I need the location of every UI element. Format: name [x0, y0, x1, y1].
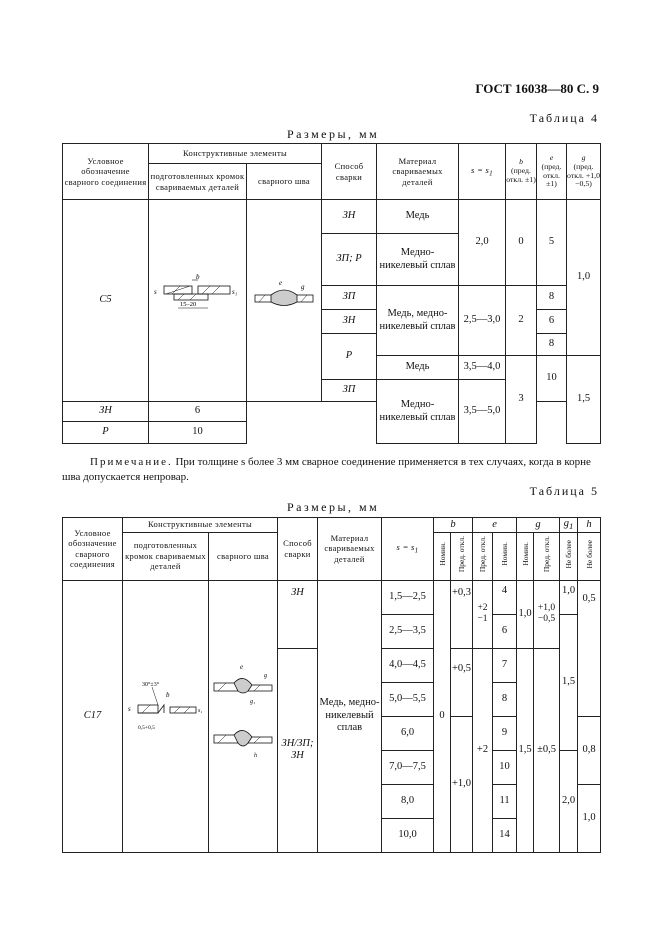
- t5-head-g1: $g_1$: [560, 518, 578, 533]
- table4-caption: Таблица 4: [529, 111, 599, 125]
- t5-sketch-edges: [123, 580, 209, 852]
- t4-e: 10: [149, 422, 247, 444]
- t5-head-prepared-edges: подготовленных кромок свариваемых деталей: [123, 532, 209, 580]
- t5-head-g: g: [517, 518, 560, 533]
- t5-head-weld: сварного шва: [209, 532, 278, 580]
- t5-head-e-tol: Пред. откл.: [473, 532, 493, 580]
- t4-method: ЗН: [322, 200, 377, 234]
- t4-b: 3: [506, 356, 537, 444]
- t5-e-nom: 9: [493, 716, 517, 750]
- t5-h: 0,8: [578, 716, 601, 784]
- t5-e-tol: +2: [473, 648, 493, 852]
- svg-text:e: e: [279, 279, 283, 288]
- t4-e: 6: [537, 310, 567, 334]
- t4-e: 8: [537, 286, 567, 310]
- t4-method: ЗП: [322, 286, 377, 310]
- note-text: При толщине s более 3 мм сварное соединение применяется в тех случаях, когда в корне шва допускается непровар.: [62, 456, 591, 483]
- t4-method: ЗН: [63, 402, 149, 422]
- page-header: ГОСТ 16038—80 С. 9: [475, 81, 599, 96]
- table5-caption: Таблица 5: [529, 484, 599, 498]
- t5-head-b: b: [434, 518, 473, 533]
- t5-head-g-nom: Номин.: [517, 532, 534, 580]
- weld-section-drawing: [249, 273, 319, 323]
- t5-b-tol: +0,5: [451, 648, 473, 716]
- t4-head-material: Материал свариваемых деталей: [377, 144, 459, 200]
- t4-head-b: b (пред. откл. ±1): [506, 144, 537, 200]
- t4-s: 2,5—3,0: [459, 286, 506, 356]
- t5-b-tol: +0,3: [451, 580, 473, 648]
- t4-method: ЗП; Р: [322, 234, 377, 286]
- t4-method: ЗН: [322, 310, 377, 334]
- svg-text:30°±3°: 30°±3°: [141, 681, 159, 688]
- t4-head-method: Способ сварки: [322, 144, 377, 200]
- t4-head-g: g (пред. откл. +1,0 −0,5): [567, 144, 601, 200]
- t4-g: 1,5: [567, 356, 601, 444]
- t4-e: 8: [537, 334, 567, 356]
- t5-head-designation: Условное обозначение сварного соединения: [63, 518, 123, 581]
- t5-head-g1-max: Не более: [560, 532, 578, 580]
- t5-e-nom: 14: [493, 818, 517, 852]
- svg-text:0,5+0,5: 0,5+0,5: [137, 724, 155, 731]
- t4-s: 2,0: [459, 200, 506, 286]
- t5-b-nom: 0: [434, 580, 451, 852]
- t5-b-tol: +1,0: [451, 716, 473, 852]
- t5-head-g-tol: Пред. откл.: [534, 532, 560, 580]
- t4-s: 3,5—5,0: [459, 380, 506, 444]
- t5-e-nom: 11: [493, 784, 517, 818]
- t5-s: 4,0—4,5: [382, 648, 434, 682]
- t5-e-nom: 6: [493, 614, 517, 648]
- t4-method: ЗП: [322, 380, 377, 402]
- note: [62, 455, 602, 485]
- t5-head-b-tol: Пред. откл.: [451, 532, 473, 580]
- edge-preparation-drawing: [150, 268, 246, 328]
- t5-g-nom: 1,0: [517, 580, 534, 648]
- svg-text:g: g: [301, 283, 305, 292]
- t5-method: ЗН: [278, 580, 318, 648]
- svg-text:e: e: [240, 662, 244, 671]
- t4-s: 3,5—4,0: [459, 356, 506, 380]
- t5-g1: 1,5: [560, 614, 578, 750]
- t4-b: 2: [506, 286, 537, 356]
- svg-text:s: s: [153, 288, 157, 297]
- t5-g-nom: 1,5: [517, 648, 534, 852]
- t4-material: Медь: [377, 356, 459, 380]
- svg-text:b: b: [165, 690, 169, 699]
- t4-e: 10: [537, 356, 567, 402]
- t5-e-nom: 4: [493, 580, 517, 614]
- svg-text:s₁: s₁: [197, 707, 202, 714]
- table-5: [62, 517, 601, 853]
- t5-designation: С17: [63, 580, 123, 852]
- t5-e-nom: 10: [493, 750, 517, 784]
- table-4: [62, 143, 601, 444]
- svg-text:h: h: [254, 752, 257, 759]
- weld-section-drawing: [210, 659, 276, 769]
- t4-material: Медно-никелевый сплав: [377, 234, 459, 286]
- svg-text:g: g: [264, 672, 267, 679]
- t5-head-structural: Конструктивные элементы: [123, 518, 278, 533]
- t4-head-structural: Конструктивные элементы: [149, 144, 322, 164]
- t4-e: 5: [537, 200, 567, 286]
- t5-e-nom: 8: [493, 682, 517, 716]
- t4-material: Медь, медно-никелевый сплав: [377, 286, 459, 356]
- svg-text:s₁: s₁: [231, 288, 237, 297]
- svg-text:b: b: [195, 273, 199, 282]
- t4-method: Р: [63, 422, 149, 444]
- t5-s: 2,5—3,5: [382, 614, 434, 648]
- t4-head-e: e (пред. откл. ±1): [537, 144, 567, 200]
- t5-head-e: e: [473, 518, 517, 533]
- t5-e-nom: 7: [493, 648, 517, 682]
- t4-sketch-weld: [247, 200, 322, 402]
- t4-b: 0: [506, 200, 537, 286]
- t5-h: 0,5: [578, 580, 601, 716]
- t5-s: 8,0: [382, 784, 434, 818]
- t5-s: 5,0—5,5: [382, 682, 434, 716]
- t5-e-tol: +2 −1: [473, 580, 493, 648]
- t5-sketch-weld: [209, 580, 278, 852]
- t4-sketch-edges: [149, 200, 247, 402]
- t5-s: 7,0—7,5: [382, 750, 434, 784]
- t4-e: 6: [149, 402, 247, 422]
- t4-material: Медь: [377, 200, 459, 234]
- svg-text:15–20: 15–20: [179, 301, 196, 309]
- note-label: Примечание.: [90, 456, 173, 468]
- t5-head-method: Способ сварки: [278, 518, 318, 581]
- t4-method: Р: [322, 334, 377, 380]
- t5-head-e-nom: Номин.: [493, 532, 517, 580]
- t4-head-weld: сварного шва: [247, 164, 322, 200]
- t5-s: 10,0: [382, 818, 434, 852]
- t4-head-prepared-edges: подготовленных кромок свариваемых деталей: [149, 164, 247, 200]
- edge-preparation-drawing: [124, 679, 208, 749]
- t4-head-s: $s = s_1$: [459, 144, 506, 200]
- t5-head-h: h: [578, 518, 601, 533]
- t5-g-tol: ±0,5: [534, 648, 560, 852]
- t4-designation: С5: [63, 200, 149, 402]
- t5-g1: 2,0: [560, 750, 578, 852]
- t5-h: 1,0: [578, 784, 601, 852]
- t5-head-b-nom: Номин.: [434, 532, 451, 580]
- t5-s: 1,5—2,5: [382, 580, 434, 614]
- t5-s: 6,0: [382, 716, 434, 750]
- t5-method: ЗН/ЗП; ЗН: [278, 648, 318, 852]
- t5-head-h-max: Не более: [578, 532, 601, 580]
- t5-material: Медь, медно-никелевый сплав: [318, 580, 382, 852]
- t5-head-s: $s = s_1$: [382, 518, 434, 581]
- table5-units: Размеры, мм: [287, 500, 380, 514]
- t4-head-designation: Условное обозначение сварного соединения: [63, 144, 149, 200]
- t5-g1: 1,0: [560, 580, 578, 614]
- t4-material: Медно-никелевый сплав: [377, 380, 459, 444]
- svg-text:s: s: [127, 704, 131, 713]
- t5-head-material: Материал свариваемых деталей: [318, 518, 382, 581]
- t4-g: 1,0: [567, 200, 601, 356]
- table4-units: Размеры, мм: [287, 127, 380, 141]
- svg-text:g₁: g₁: [250, 698, 256, 705]
- t5-g-tol: +1,0 −0,5: [534, 580, 560, 648]
